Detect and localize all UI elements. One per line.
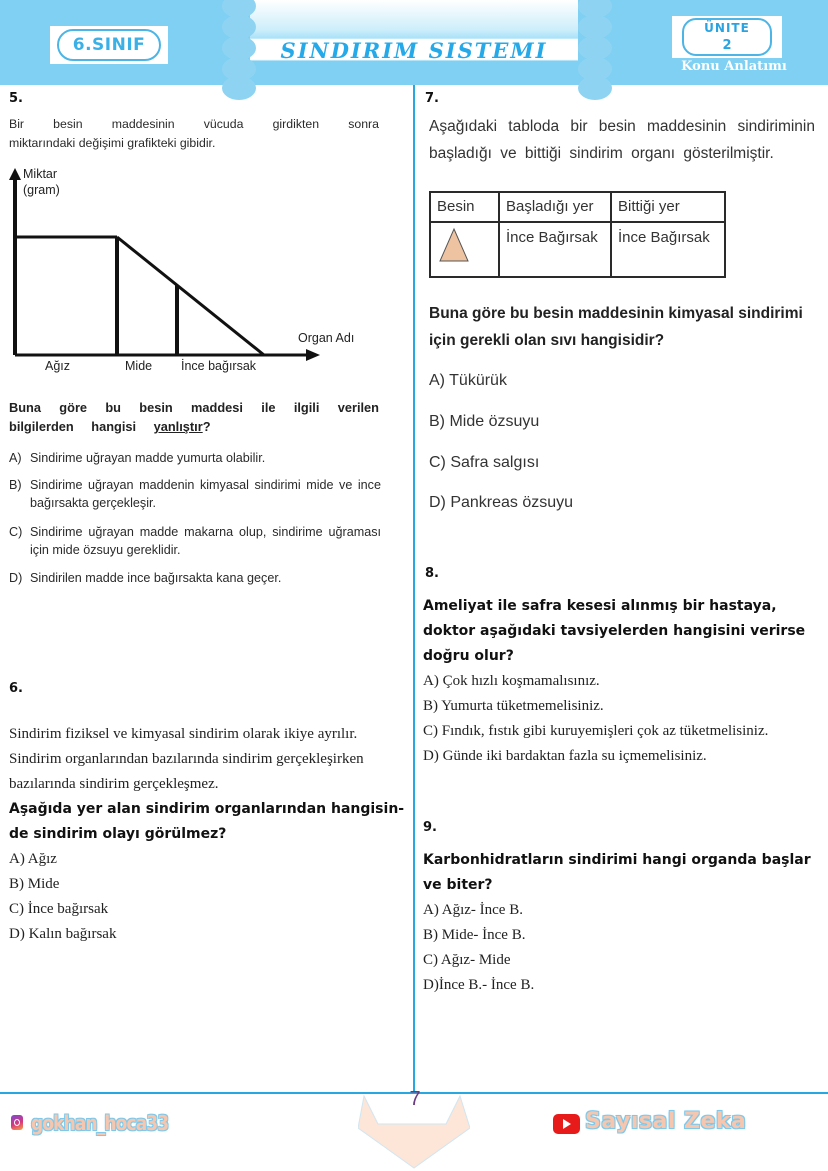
question-6-prompt-line: de sindirim olayı görülmez? bbox=[9, 826, 227, 842]
option-text: Sindirime uğrayan maddenin kimyasal sindirimi mide ve ince bağırsakta gerçekleşir. bbox=[30, 478, 381, 510]
table-header-besin: Besin bbox=[430, 192, 499, 222]
option-text: Sindirilen madde ince bağırsakta kana geçer. bbox=[30, 571, 282, 585]
question-7-prompt-line: Buna göre bu besin maddesinin kimyasal sindirimi bbox=[429, 305, 803, 322]
question-8-prompt-line: Ameliyat ile safra kesesi alınmış bir hastaya, bbox=[423, 598, 777, 614]
question-6-options bbox=[9, 847, 116, 947]
option-key: A) bbox=[9, 451, 22, 465]
question-6-option-a[interactable]: A) Ağız bbox=[9, 851, 57, 867]
question-9-option-c[interactable]: C) Ağız- Mide bbox=[423, 952, 511, 968]
question-8-prompt-line: doğru olur? bbox=[423, 648, 514, 664]
table-header-start: Başladığı yer bbox=[499, 192, 611, 222]
question-7-number: 7. bbox=[425, 91, 439, 106]
question-9-number: 9. bbox=[423, 820, 437, 835]
instagram-icon bbox=[11, 1115, 23, 1130]
page-number: 7 bbox=[409, 1088, 421, 1110]
grade-badge bbox=[50, 26, 168, 64]
x-category-agiz: Ağız bbox=[45, 359, 71, 373]
question-9-prompt-line: ve biter? bbox=[423, 877, 493, 893]
youtube-channel[interactable]: Sayısal Zeka bbox=[585, 1109, 747, 1134]
question-5-intro-line-1: Bir besin maddesinin vücuda girdikten sonra bbox=[9, 117, 379, 131]
table-cell-besin bbox=[430, 222, 499, 277]
question-5-prompt-line-2 bbox=[9, 417, 379, 436]
question-7-prompt-line: için gerekli olan sıvı hangisidir? bbox=[429, 332, 665, 349]
question-9-option-b[interactable]: B) Mide- İnce B. bbox=[423, 927, 526, 943]
x-axis-label: Organ Adı bbox=[298, 331, 355, 345]
question-9-option-a[interactable]: A) Ağız- İnce B. bbox=[423, 902, 523, 918]
question-5-intro-line-2: miktarındaki değişimi grafikteki gibidir. bbox=[9, 136, 216, 150]
question-5-qmark: ? bbox=[202, 419, 211, 434]
instagram-handle[interactable]: gokhan_hoca33 bbox=[31, 1111, 169, 1135]
scallop-decoration-left bbox=[222, 0, 252, 85]
grade-label: 6.SINIF bbox=[57, 29, 161, 61]
question-5-prompt-line-1: Buna göre bu besin maddesi ile ilgili verilen bbox=[9, 400, 379, 415]
question-6-prompt-line: Aşağıda yer alan sindirim organlarından hangisin- bbox=[9, 801, 405, 817]
option-text: Sindirime uğrayan madde makarna olup, sindirime uğraması için mide özsuyu gereklidir. bbox=[30, 525, 381, 557]
question-6-body-line: Sindirim organlarından bazılarında sindirim gerçekleşirken bbox=[9, 751, 364, 767]
question-5-intro bbox=[9, 115, 379, 153]
question-6-body-line: Sindirim fiziksel ve kimyasal sindirim olarak ikiye ayrılır. bbox=[9, 726, 358, 742]
page-title: SINDIRIM SISTEMI bbox=[280, 38, 548, 63]
question-8-option-c[interactable]: C) Fındık, fıstık gibi kuruyemişleri çok az tüketmelisiniz. bbox=[423, 723, 769, 739]
triangle-icon bbox=[437, 227, 471, 265]
question-6-option-d[interactable]: D) Kalın bağırsak bbox=[9, 926, 117, 942]
table-cell-end: İnce Bağırsak bbox=[611, 222, 725, 277]
question-5-option-d[interactable] bbox=[9, 569, 381, 587]
question-6-option-c[interactable]: C) İnce bağırsak bbox=[9, 901, 109, 917]
question-7-intro-line: başladığı ve bittiği sindirim organı gösterilmiştir. bbox=[429, 145, 774, 162]
question-5-option-b[interactable] bbox=[9, 476, 381, 512]
option-key: C) bbox=[9, 525, 23, 539]
question-7-intro-line: Aşağıdaki tabloda bir besin maddesinin sindiriminin bbox=[429, 118, 815, 135]
chart-graphic bbox=[8, 165, 380, 380]
table-header-end: Bittiği yer bbox=[611, 192, 725, 222]
question-7-prompt bbox=[429, 300, 819, 354]
question-8-prompt-line: doktor aşağıdaki tavsiyelerden hangisini verirse bbox=[423, 623, 806, 639]
question-7-intro bbox=[429, 113, 815, 167]
question-9-options bbox=[423, 898, 534, 998]
option-key: D) bbox=[9, 571, 23, 585]
question-8-option-b[interactable]: B) Yumurta tüketmemelisiniz. bbox=[423, 698, 604, 714]
unit-number: 2 bbox=[722, 38, 732, 53]
table-row bbox=[430, 222, 725, 277]
option-text: Sindirime uğrayan madde yumurta olabilir. bbox=[30, 451, 266, 465]
question-7-option-b[interactable]: B) Mide özsuyu bbox=[429, 413, 540, 430]
unit-pill bbox=[682, 18, 772, 56]
y-axis-label-line-1: Miktar bbox=[23, 167, 58, 181]
table-cell-start: İnce Bağırsak bbox=[499, 222, 611, 277]
x-category-ince-bagirsak: İnce bağırsak bbox=[181, 359, 257, 373]
question-5-number: 5. bbox=[9, 91, 23, 106]
question-7-option-a[interactable]: A) Tükürük bbox=[429, 372, 507, 389]
question-6-option-b[interactable]: B) Mide bbox=[9, 876, 60, 892]
question-8-option-a[interactable]: A) Çok hızlı koşmamalısınız. bbox=[423, 673, 600, 689]
question-6-prompt bbox=[9, 797, 409, 847]
question-5-emphasis: yanlıştır bbox=[153, 419, 203, 434]
question-8-options bbox=[423, 669, 768, 769]
column-divider bbox=[413, 85, 415, 1093]
unit-badge bbox=[672, 16, 782, 58]
question-9-option-d[interactable]: D)İnce B.- İnce B. bbox=[423, 977, 535, 993]
question-6-number: 6. bbox=[9, 681, 23, 696]
question-8-prompt bbox=[423, 594, 823, 669]
amount-vs-organ-chart bbox=[8, 165, 380, 380]
question-7-option-c[interactable]: C) Safra salgısı bbox=[429, 454, 540, 471]
y-axis-label-line-2: (gram) bbox=[23, 183, 60, 197]
youtube-icon bbox=[553, 1114, 580, 1134]
question-5-prompt bbox=[9, 398, 379, 436]
question-5-option-a[interactable] bbox=[9, 449, 381, 467]
table-header-row bbox=[430, 192, 725, 222]
question-6-body-line: bazılarında sindirim gerçekleşmez. bbox=[9, 776, 219, 792]
question-6-body bbox=[9, 722, 409, 797]
x-category-mide: Mide bbox=[125, 359, 153, 373]
digestion-table bbox=[429, 191, 726, 278]
scallop-decoration-right bbox=[578, 0, 608, 85]
question-5-prompt-text: bilgilerden hangisi bbox=[9, 419, 154, 434]
page-header bbox=[0, 0, 828, 85]
question-9-prompt-line: Karbonhidratların sindirimi hangi organda başlar bbox=[423, 852, 811, 868]
question-5-option-c[interactable] bbox=[9, 523, 381, 559]
question-8-number: 8. bbox=[425, 566, 439, 581]
question-8-option-d[interactable]: D) Günde iki bardaktan fazla su içmemelisiniz. bbox=[423, 748, 707, 764]
question-9-prompt bbox=[423, 848, 823, 898]
question-7-option-d[interactable]: D) Pankreas özsuyu bbox=[429, 494, 574, 511]
option-key: B) bbox=[9, 478, 22, 492]
unit-label: ÜNITE bbox=[704, 21, 750, 35]
header-subtitle: Konu Anlatımı bbox=[681, 59, 787, 74]
